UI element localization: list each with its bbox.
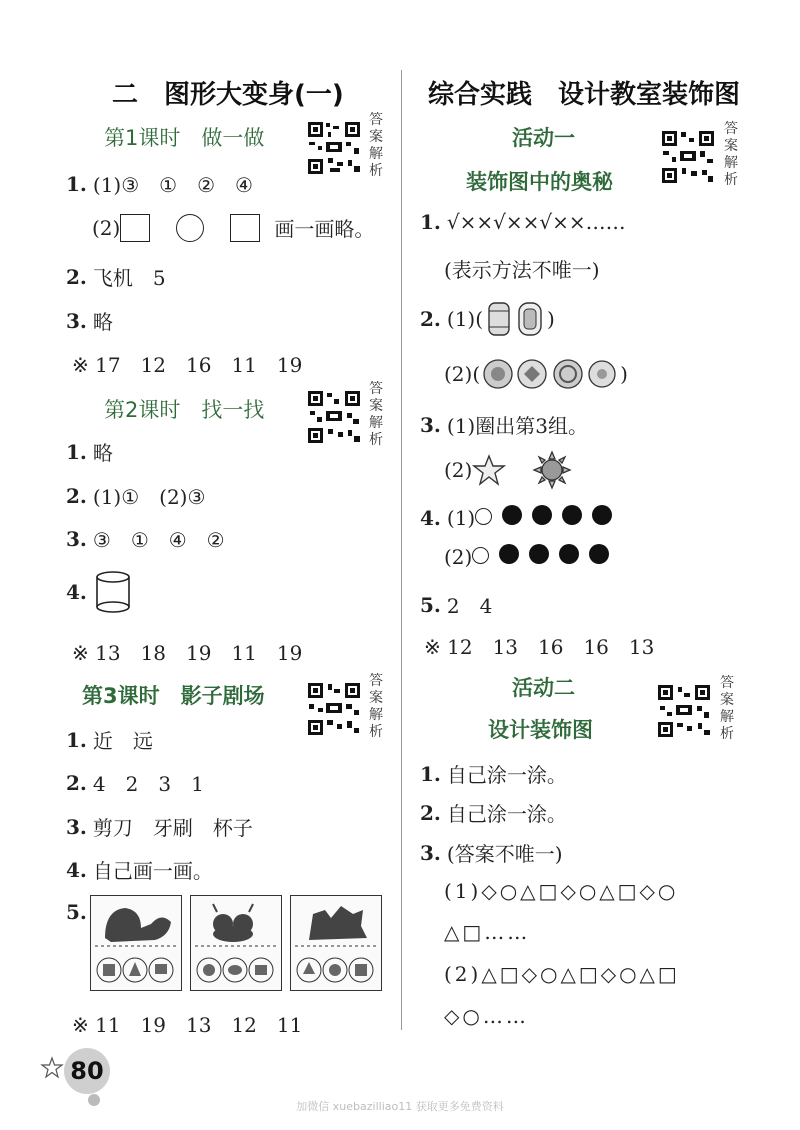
answer-text: (2)	[92, 215, 121, 240]
answer-line	[66, 262, 166, 291]
question-number: 1.	[66, 171, 87, 196]
right-section-title: 综合实践 设计教室装饰图	[428, 80, 741, 110]
question-number: 4.	[66, 580, 87, 604]
answer-text: 近 远	[92, 729, 153, 753]
question-number: 2.	[66, 483, 87, 508]
shape-sequence: ◇○……	[444, 1004, 529, 1028]
answer-line	[66, 570, 133, 614]
answer-line	[66, 812, 253, 841]
answer-text: (2)(	[444, 362, 481, 386]
answer-text: )	[547, 307, 555, 331]
lesson3-heading: 第3课时 影子剧场	[82, 684, 265, 708]
column-divider	[401, 70, 402, 1030]
question-number: 2.	[66, 264, 87, 289]
activity1-heading: 活动一	[512, 126, 575, 150]
lesson1-heading: 第1课时 做一做	[104, 126, 265, 150]
answer-text: 略	[92, 441, 113, 465]
answer-text: 略	[92, 310, 113, 334]
qr-code-icon[interactable]	[306, 120, 362, 176]
question-number: 4.	[66, 857, 87, 882]
answer-line	[420, 590, 492, 619]
activity2-heading: 活动二	[512, 676, 575, 700]
answer-text: (2)	[444, 458, 473, 482]
extra-answers: ※ 17 12 16 11 19	[72, 353, 303, 377]
question-number: 2.	[66, 770, 87, 795]
question-number: 3.	[420, 840, 441, 865]
dot-sequence	[472, 544, 609, 569]
page-number: 80	[64, 1048, 110, 1094]
answer-line	[66, 768, 204, 797]
question-number: 3.	[66, 814, 87, 839]
answer-line	[66, 481, 205, 510]
circle-shape	[176, 214, 204, 242]
answer-line	[420, 299, 555, 339]
qr-label: 答 案 解 析	[369, 673, 383, 740]
lesson2-heading: 第2课时 找一找	[104, 398, 265, 422]
qr-label: 答 案 解 析	[724, 121, 738, 188]
answer-text: (2)	[444, 544, 473, 569]
answer-line	[66, 725, 153, 754]
extra-answers: ※ 13 18 19 11 19	[72, 641, 303, 665]
answer-line	[420, 505, 612, 530]
question-number: 3.	[66, 526, 87, 551]
qr-label: 答 案 解 析	[369, 112, 383, 179]
question-number: 1.	[66, 439, 87, 464]
shadow-picture-2	[190, 895, 282, 991]
answer-note: (表示方法不唯一)	[444, 258, 600, 282]
extra-answers: ※ 12 13 16 16 13	[424, 635, 655, 659]
qr-code-icon[interactable]	[660, 129, 716, 185]
activity2-subheading: 设计装饰图	[488, 718, 593, 742]
answer-line	[66, 855, 213, 884]
answer-line	[444, 356, 628, 392]
cylinder-drawing	[93, 570, 133, 614]
shape-sequence: (1)◇○△□◇○△□◇○	[444, 879, 679, 903]
answer-text: (1)① (2)③	[92, 485, 206, 509]
answer-text: 自己涂一涂。	[446, 763, 567, 787]
lantern-picture	[483, 299, 547, 339]
answer-text: ③ ① ④ ②	[92, 528, 225, 552]
question-number: 4.	[420, 505, 441, 530]
question-number: 5.	[420, 592, 441, 617]
left-section-title: 二 图形大变身(一)	[112, 80, 344, 110]
answer-text: √××√××√××……	[446, 210, 626, 234]
answer-line	[66, 437, 113, 466]
question-number: 1.	[420, 210, 441, 234]
answer-text: (1)	[446, 505, 476, 530]
star-icon	[472, 453, 506, 487]
answer-text: (1)③ ① ② ④	[92, 173, 253, 197]
answer-text: 自己涂一涂。	[446, 802, 567, 826]
answer-line	[66, 306, 113, 335]
answer-line	[444, 450, 572, 490]
activity1-subheading: 装饰图中的奥秘	[466, 170, 613, 194]
answer-text: )	[620, 362, 628, 386]
answer-text: 剪刀 牙刷 杯子	[92, 816, 253, 840]
answer-text: 自己画一画。	[92, 859, 213, 883]
qr-label: 答 案 解 析	[369, 381, 383, 448]
shape-sequence: (2)△□◇○△□◇○△□	[444, 962, 680, 986]
question-number: 2.	[420, 800, 441, 825]
answer-line	[420, 210, 626, 234]
answer-text: 飞机 5	[92, 266, 166, 290]
shadow-picture-1	[90, 895, 182, 991]
answer-text: (1)圈出第3组。	[446, 414, 588, 438]
extra-answers: ※ 11 19 13 12 11	[72, 1013, 303, 1037]
sun-icon	[532, 450, 572, 490]
answer-line	[420, 798, 567, 827]
star-decoration-icon	[40, 1056, 64, 1080]
qr-label: 答 案 解 析	[720, 675, 734, 742]
answer-text: (1)(	[446, 307, 484, 331]
answer-text: (答案不唯一)	[446, 842, 563, 866]
answer-line	[66, 169, 253, 198]
answer-text: 画一画略。	[274, 217, 375, 241]
answer-text: 2 4	[446, 594, 493, 618]
dot-sequence	[475, 505, 612, 530]
answer-line	[92, 213, 374, 242]
shadow-picture-3	[290, 895, 382, 991]
shape-sequence: △□……	[444, 920, 531, 944]
answer-line	[420, 759, 567, 788]
footer-watermark: 加微信 xuebazilliao11 获取更多免费资料	[296, 1100, 504, 1113]
qr-code-icon[interactable]	[306, 681, 362, 737]
answer-line	[420, 838, 563, 867]
question-number: 1.	[420, 761, 441, 786]
answer-text: 4 2 3 1	[92, 772, 204, 796]
qr-code-icon[interactable]	[656, 683, 712, 739]
question-number: 2.	[420, 307, 441, 331]
square-shape	[120, 214, 150, 242]
answer-line	[66, 524, 225, 553]
question-number: 3.	[66, 308, 87, 333]
square-shape	[230, 214, 260, 242]
question-number: 3.	[420, 412, 441, 437]
qr-code-icon[interactable]	[306, 389, 362, 445]
answer-line	[66, 900, 93, 924]
question-number: 1.	[66, 727, 87, 752]
answer-line	[444, 544, 609, 569]
answer-line	[420, 410, 588, 439]
question-number: 5.	[66, 900, 87, 924]
medallion-pictures	[480, 356, 620, 392]
